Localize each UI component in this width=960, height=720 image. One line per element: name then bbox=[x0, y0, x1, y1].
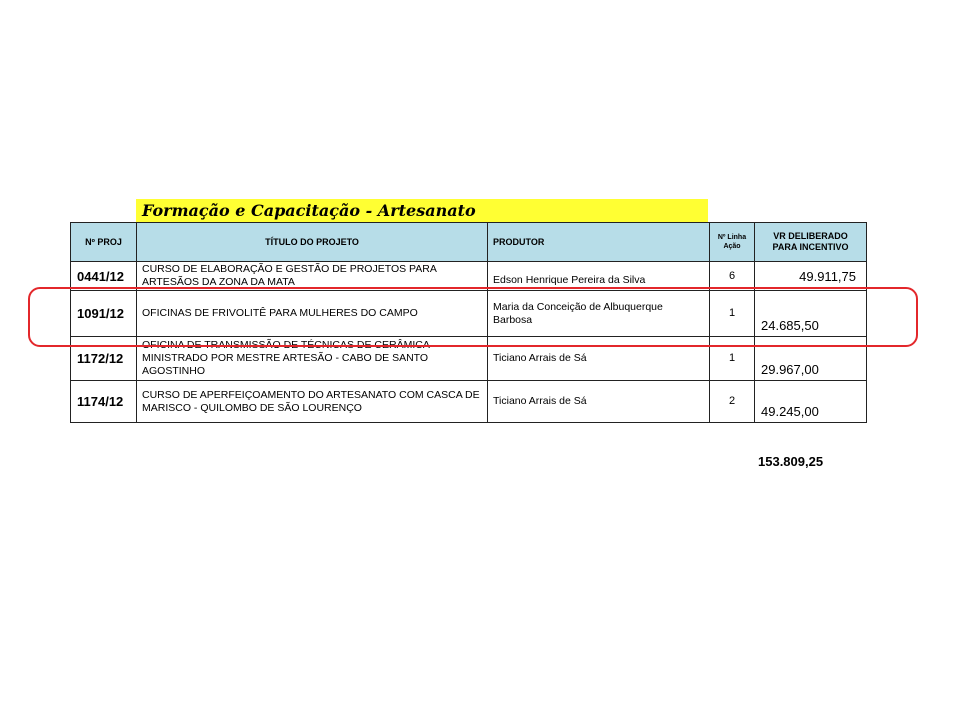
cell-valor: 29.967,00 bbox=[755, 337, 867, 381]
table-row bbox=[71, 381, 867, 423]
cell-titulo-text: CURSO DE ELABORAÇÃO E GESTÃO DE PROJETOS PARA ARTESÃOS DA ZONA DA MATA bbox=[142, 263, 437, 288]
header-titulo: TÍTULO DO PROJETO bbox=[137, 223, 488, 262]
cell-produtor: Maria da Conceição de Albuquerque Barbosa bbox=[488, 291, 710, 337]
header-row bbox=[71, 223, 867, 262]
section-banner: Formação e Capacitação - Artesanato bbox=[136, 199, 708, 223]
cell-titulo: OFICINAS DE FRIVOLITÊ PARA MULHERES DO CAMPO bbox=[137, 291, 488, 337]
cell-num: 1174/12 bbox=[71, 381, 137, 423]
cell-linha: 1 bbox=[710, 291, 755, 337]
grand-total: 153.809,25 bbox=[758, 454, 824, 469]
header-valor: VR DELIBERADO PARA INCENTIVO bbox=[755, 223, 867, 262]
cell-valor: 24.685,50 bbox=[755, 291, 867, 337]
cell-produtor: Ticiano Arrais de Sá bbox=[488, 337, 710, 381]
cell-valor: 49.245,00 bbox=[755, 381, 867, 423]
cell-valor: 49.911,75 bbox=[755, 262, 867, 291]
cell-produtor: Edson Henrique Pereira da Silva bbox=[488, 262, 710, 291]
cell-titulo: CURSO DE APERFEIÇOAMENTO DO ARTESANATO COM CASCA DE MARISCO - QUILOMBO DE SÃO LOURENÇO bbox=[137, 381, 488, 423]
header-num: Nº PROJ bbox=[71, 223, 137, 262]
highlight-outline bbox=[28, 287, 918, 347]
header-linha: Nº Linha Ação bbox=[710, 223, 755, 262]
cell-linha: 1 bbox=[710, 337, 755, 381]
cell-num: 1091/12 bbox=[71, 291, 137, 337]
cell-num: 0441/12 bbox=[71, 262, 137, 291]
cell-linha: 2 bbox=[710, 381, 755, 423]
cell-titulo: OFICINA DE TRANSMISSÃO DE TÉCNICAS DE CERÂMICA MINISTRADO POR MESTRE ARTESÃO - CABO DE SANTO AGOSTINHO bbox=[137, 337, 488, 381]
cell-num: 1172/12 bbox=[71, 337, 137, 381]
cell-linha: 6 bbox=[710, 262, 755, 291]
cell-produtor: Ticiano Arrais de Sá bbox=[488, 381, 710, 423]
header-produtor: PRODUTOR bbox=[488, 223, 710, 262]
